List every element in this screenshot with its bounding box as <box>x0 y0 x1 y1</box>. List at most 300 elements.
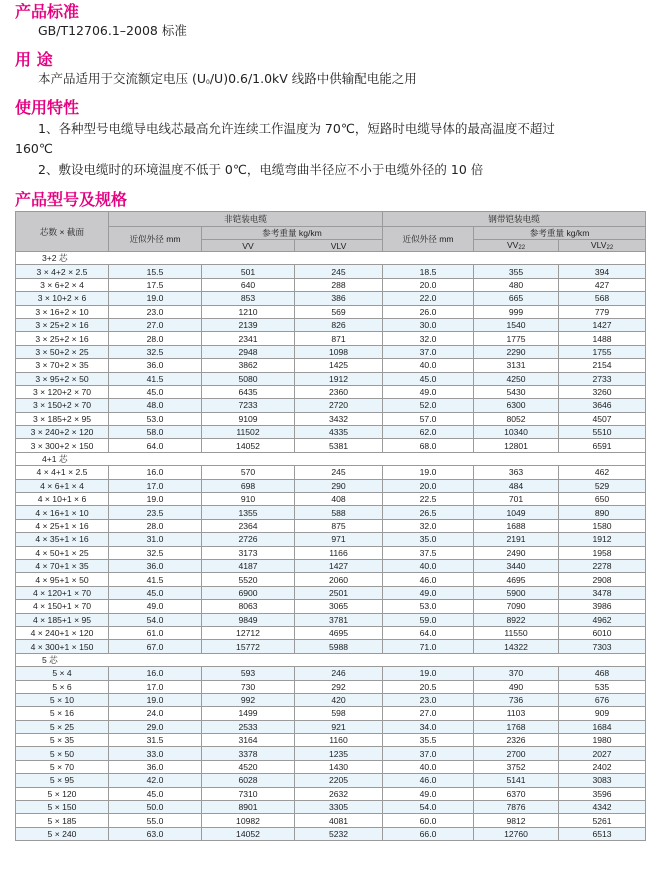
table-cell: 45.0 <box>109 586 202 599</box>
table-cell: 3646 <box>559 399 646 412</box>
table-cell: 2402 <box>559 760 646 773</box>
table-cell: 3131 <box>474 359 559 372</box>
table-cell: 2501 <box>295 586 383 599</box>
table-cell: 19.0 <box>383 667 474 680</box>
table-cell: 22.0 <box>383 292 474 305</box>
table-cell: 4 × 240+1 × 120 <box>16 626 109 639</box>
table-row <box>16 747 646 760</box>
table-cell: 49.0 <box>383 385 474 398</box>
table-row <box>16 760 646 773</box>
table-cell: 57.0 <box>383 412 474 425</box>
table-cell: 5 × 150 <box>16 801 109 814</box>
table-cell: 246 <box>295 667 383 680</box>
table-cell: 41.5 <box>109 372 202 385</box>
table-cell: 598 <box>295 707 383 720</box>
header-vlv22-sub: 22 <box>606 245 614 251</box>
table-cell: 736 <box>474 693 559 706</box>
table-cell: 4250 <box>474 372 559 385</box>
table-row <box>16 626 646 639</box>
table-row <box>16 814 646 827</box>
table-cell: 9109 <box>202 412 295 425</box>
table-row <box>16 466 646 479</box>
table-cell: 3432 <box>295 412 383 425</box>
table-cell: 5381 <box>295 439 383 452</box>
table-cell: 15.5 <box>109 265 202 278</box>
table-cell: 60.0 <box>383 814 474 827</box>
table-row <box>16 640 646 653</box>
table-cell: 28.0 <box>109 332 202 345</box>
table-cell: 730 <box>202 680 295 693</box>
table-cell: 17.5 <box>109 278 202 291</box>
table-cell: 698 <box>202 479 295 492</box>
table-cell: 35.0 <box>383 533 474 546</box>
table-cell: 480 <box>474 278 559 291</box>
table-cell: 890 <box>559 506 646 519</box>
table-cell: 36.0 <box>109 559 202 572</box>
table-row <box>16 774 646 787</box>
table-cell: 29.0 <box>109 720 202 733</box>
table-row <box>16 720 646 733</box>
table-cell: 3 × 300+2 × 150 <box>16 439 109 452</box>
table-row <box>16 707 646 720</box>
table-cell: 1430 <box>295 760 383 773</box>
table-cell: 4 × 120+1 × 70 <box>16 586 109 599</box>
header-od-unarmored: 近似外径 mm <box>109 227 202 252</box>
table-cell: 4 × 35+1 × 16 <box>16 533 109 546</box>
table-cell: 288 <box>295 278 383 291</box>
table-cell: 12712 <box>202 626 295 639</box>
table-cell: 3 × 185+2 × 95 <box>16 412 109 425</box>
table-cell: 5 × 16 <box>16 707 109 720</box>
table-cell: 5 × 6 <box>16 680 109 693</box>
usage-subscript: 0 <box>206 79 210 86</box>
table-cell: 4 × 300+1 × 150 <box>16 640 109 653</box>
table-cell: 2908 <box>559 573 646 586</box>
header-vlv22-label: VLV <box>590 240 607 250</box>
table-cell: 1684 <box>559 720 646 733</box>
table-cell: 3 × 10+2 × 6 <box>16 292 109 305</box>
table-cell: 49.0 <box>109 600 202 613</box>
table-cell: 40.0 <box>383 760 474 773</box>
table-cell: 7233 <box>202 399 295 412</box>
table-cell: 2360 <box>295 385 383 398</box>
table-cell: 5 × 50 <box>16 747 109 760</box>
table-cell: 5900 <box>474 586 559 599</box>
usage-text <box>38 70 417 92</box>
table-cell: 49.0 <box>383 586 474 599</box>
table-cell: 4962 <box>559 613 646 626</box>
table-cell: 7303 <box>559 640 646 653</box>
table-cell: 4 × 50+1 × 25 <box>16 546 109 559</box>
table-row <box>16 265 646 278</box>
header-unarmored: 非铠装电缆 <box>109 212 383 227</box>
table-cell: 48.0 <box>109 399 202 412</box>
table-cell: 3 × 95+2 × 50 <box>16 372 109 385</box>
table-cell: 8063 <box>202 600 295 613</box>
spec-table <box>15 211 646 841</box>
table-cell: 2154 <box>559 359 646 372</box>
table-cell: 2027 <box>559 747 646 760</box>
table-cell: 10982 <box>202 814 295 827</box>
table-cell: 6028 <box>202 774 295 787</box>
table-cell: 36.0 <box>109 359 202 372</box>
table-row <box>16 493 646 506</box>
section-title-features: 使用特性 <box>15 98 80 117</box>
table-cell: 370 <box>474 667 559 680</box>
table-cell: 676 <box>559 693 646 706</box>
table-row <box>16 305 646 318</box>
table-row <box>16 559 646 572</box>
header-weight-armored: 参考重量 kg/km <box>474 227 646 240</box>
table-cell: 4 × 150+1 × 70 <box>16 600 109 613</box>
table-cell: 8052 <box>474 412 559 425</box>
table-cell: 20.0 <box>383 278 474 291</box>
table-cell: 22.5 <box>383 493 474 506</box>
table-cell: 2060 <box>295 573 383 586</box>
table-cell: 19.0 <box>383 466 474 479</box>
table-row <box>16 600 646 613</box>
table-cell: 5 × 35 <box>16 734 109 747</box>
table-cell: 3862 <box>202 359 295 372</box>
table-cell: 32.5 <box>109 345 202 358</box>
table-cell: 5 × 95 <box>16 774 109 787</box>
table-row <box>16 318 646 331</box>
table-cell: 14052 <box>202 439 295 452</box>
table-cell: 640 <box>202 278 295 291</box>
table-cell: 2632 <box>295 787 383 800</box>
table-cell: 853 <box>202 292 295 305</box>
table-cell: 921 <box>295 720 383 733</box>
table-cell: 3 × 4+2 × 2.5 <box>16 265 109 278</box>
header-od-armored: 近似外径 mm <box>383 227 474 252</box>
table-cell: 570 <box>202 466 295 479</box>
header-vlv22 <box>559 240 646 252</box>
header-vv22 <box>474 240 559 252</box>
table-cell: 6435 <box>202 385 295 398</box>
table-cell: 19.0 <box>109 493 202 506</box>
header-vv: VV <box>202 240 295 252</box>
table-cell: 245 <box>295 265 383 278</box>
table-cell: 58.0 <box>109 426 202 439</box>
table-cell: 5 × 185 <box>16 814 109 827</box>
table-cell: 3065 <box>295 600 383 613</box>
table-cell: 588 <box>295 506 383 519</box>
table-cell: 8901 <box>202 801 295 814</box>
group-label: 3+2 芯 <box>16 252 646 265</box>
table-cell: 1499 <box>202 707 295 720</box>
table-cell: 4 × 10+1 × 6 <box>16 493 109 506</box>
table-cell: 3986 <box>559 600 646 613</box>
table-row <box>16 345 646 358</box>
table-cell: 32.5 <box>109 546 202 559</box>
table-cell: 3 × 240+2 × 120 <box>16 426 109 439</box>
table-cell: 4 × 16+1 × 10 <box>16 506 109 519</box>
table-cell: 3260 <box>559 385 646 398</box>
table-cell: 650 <box>559 493 646 506</box>
standard-text: GB/T12706.1–2008 标准 <box>38 23 187 38</box>
table-cell: 1688 <box>474 519 559 532</box>
table-cell: 3305 <box>295 801 383 814</box>
table-cell: 10340 <box>474 426 559 439</box>
group-row <box>16 452 646 465</box>
table-cell: 4187 <box>202 559 295 572</box>
table-cell: 71.0 <box>383 640 474 653</box>
table-cell: 49.0 <box>383 787 474 800</box>
table-cell: 5080 <box>202 372 295 385</box>
table-cell: 569 <box>295 305 383 318</box>
table-cell: 420 <box>295 693 383 706</box>
table-row <box>16 680 646 693</box>
table-cell: 4 × 25+1 × 16 <box>16 519 109 532</box>
table-cell: 290 <box>295 479 383 492</box>
table-row <box>16 519 646 532</box>
table-cell: 3 × 70+2 × 35 <box>16 359 109 372</box>
table-cell: 871 <box>295 332 383 345</box>
table-cell: 15772 <box>202 640 295 653</box>
table-row <box>16 439 646 452</box>
table-cell: 999 <box>474 305 559 318</box>
table-cell: 2290 <box>474 345 559 358</box>
table-cell: 5 × 25 <box>16 720 109 733</box>
table-cell: 4 × 185+1 × 95 <box>16 613 109 626</box>
table-row <box>16 613 646 626</box>
table-cell: 31.5 <box>109 734 202 747</box>
table-cell: 45.0 <box>109 385 202 398</box>
table-cell: 61.0 <box>109 626 202 639</box>
table-cell: 41.5 <box>109 573 202 586</box>
table-cell: 355 <box>474 265 559 278</box>
table-cell: 6370 <box>474 787 559 800</box>
table-cell: 12760 <box>474 827 559 840</box>
table-cell: 5988 <box>295 640 383 653</box>
table-cell: 62.0 <box>383 426 474 439</box>
table-cell: 3 × 25+2 × 16 <box>16 332 109 345</box>
table-cell: 2326 <box>474 734 559 747</box>
header-spec: 芯数 × 截面 <box>16 212 109 252</box>
table-cell: 33.0 <box>109 747 202 760</box>
table-cell: 3 × 150+2 × 70 <box>16 399 109 412</box>
table-cell: 23.0 <box>109 305 202 318</box>
table-cell: 1103 <box>474 707 559 720</box>
table-cell: 23.5 <box>109 506 202 519</box>
table-cell: 6591 <box>559 439 646 452</box>
header-vv22-label: VV <box>506 240 519 250</box>
usage-text-pre: 本产品适用于交流额定电压 (U <box>38 71 206 86</box>
table-cell: 37.5 <box>383 546 474 559</box>
table-cell: 2191 <box>474 533 559 546</box>
table-cell: 42.0 <box>109 774 202 787</box>
table-cell: 20.5 <box>383 680 474 693</box>
table-cell: 1166 <box>295 546 383 559</box>
table-row <box>16 278 646 291</box>
usage-text-post: /U)0.6/1.0kV 线路中供输配电能之用 <box>209 71 417 86</box>
table-row <box>16 533 646 546</box>
table-cell: 27.0 <box>383 707 474 720</box>
table-cell: 427 <box>559 278 646 291</box>
table-cell: 1049 <box>474 506 559 519</box>
table-cell: 17.0 <box>109 479 202 492</box>
section-title-standard: 产品标准 <box>15 2 80 21</box>
table-cell: 6010 <box>559 626 646 639</box>
table-cell: 7310 <box>202 787 295 800</box>
table-cell: 2490 <box>474 546 559 559</box>
table-cell: 1098 <box>295 345 383 358</box>
feature-line-1-cont: 160℃ <box>15 141 53 156</box>
table-cell: 53.0 <box>109 412 202 425</box>
table-cell: 55.0 <box>109 814 202 827</box>
table-cell: 2364 <box>202 519 295 532</box>
table-cell: 2533 <box>202 720 295 733</box>
table-row <box>16 787 646 800</box>
table-cell: 3 × 25+2 × 16 <box>16 318 109 331</box>
feature-line-2: 2、敷设电缆时的环境温度不低于 0℃，电缆弯曲半径应不小于电缆外径的 10 倍 <box>38 162 484 177</box>
table-row <box>16 586 646 599</box>
table-cell: 5 × 120 <box>16 787 109 800</box>
table-cell: 20.0 <box>383 479 474 492</box>
table-cell: 826 <box>295 318 383 331</box>
header-armored: 钢带铠装电缆 <box>383 212 646 227</box>
table-cell: 363 <box>474 466 559 479</box>
table-cell: 50.0 <box>109 801 202 814</box>
table-cell: 1755 <box>559 345 646 358</box>
table-cell: 4081 <box>295 814 383 827</box>
table-cell: 4 × 95+1 × 50 <box>16 573 109 586</box>
table-cell: 4520 <box>202 760 295 773</box>
table-cell: 52.0 <box>383 399 474 412</box>
table-cell: 665 <box>474 292 559 305</box>
table-cell: 779 <box>559 305 646 318</box>
table-cell: 19.0 <box>109 693 202 706</box>
table-cell: 37.0 <box>383 747 474 760</box>
table-cell: 468 <box>559 667 646 680</box>
table-cell: 462 <box>559 466 646 479</box>
table-cell: 910 <box>202 493 295 506</box>
table-cell: 34.0 <box>383 720 474 733</box>
table-cell: 2205 <box>295 774 383 787</box>
table-cell: 1775 <box>474 332 559 345</box>
table-cell: 27.0 <box>109 318 202 331</box>
table-cell: 1980 <box>559 734 646 747</box>
table-row <box>16 372 646 385</box>
table-cell: 3 × 50+2 × 25 <box>16 345 109 358</box>
section-title-spec: 产品型号及规格 <box>15 190 128 209</box>
table-cell: 7090 <box>474 600 559 613</box>
table-cell: 7876 <box>474 801 559 814</box>
table-cell: 4695 <box>474 573 559 586</box>
table-cell: 11550 <box>474 626 559 639</box>
table-cell: 568 <box>559 292 646 305</box>
table-cell: 26.0 <box>383 305 474 318</box>
table-cell: 5261 <box>559 814 646 827</box>
table-cell: 26.5 <box>383 506 474 519</box>
table-cell: 1540 <box>474 318 559 331</box>
table-cell: 23.0 <box>383 693 474 706</box>
table-cell: 3 × 6+2 × 4 <box>16 278 109 291</box>
spec-table-body <box>16 252 646 841</box>
table-cell: 5 × 10 <box>16 693 109 706</box>
table-cell: 5232 <box>295 827 383 840</box>
table-cell: 3781 <box>295 613 383 626</box>
table-cell: 68.0 <box>383 439 474 452</box>
table-cell: 3596 <box>559 787 646 800</box>
table-cell: 63.0 <box>109 827 202 840</box>
table-cell: 66.0 <box>383 827 474 840</box>
header-vlv: VLV <box>295 240 383 252</box>
table-cell: 3440 <box>474 559 559 572</box>
table-cell: 1768 <box>474 720 559 733</box>
table-cell: 31.0 <box>109 533 202 546</box>
table-cell: 5141 <box>474 774 559 787</box>
section-title-usage: 用 途 <box>15 50 53 69</box>
table-cell: 484 <box>474 479 559 492</box>
table-cell: 5520 <box>202 573 295 586</box>
table-cell: 2948 <box>202 345 295 358</box>
table-cell: 875 <box>295 519 383 532</box>
table-row <box>16 573 646 586</box>
table-cell: 64.0 <box>383 626 474 639</box>
table-cell: 9849 <box>202 613 295 626</box>
table-cell: 8922 <box>474 613 559 626</box>
table-cell: 394 <box>559 265 646 278</box>
table-cell: 30.0 <box>383 318 474 331</box>
table-cell: 32.0 <box>383 519 474 532</box>
table-cell: 1235 <box>295 747 383 760</box>
table-cell: 490 <box>474 680 559 693</box>
table-cell: 2726 <box>202 533 295 546</box>
table-cell: 4 × 6+1 × 4 <box>16 479 109 492</box>
table-cell: 64.0 <box>109 439 202 452</box>
table-cell: 12801 <box>474 439 559 452</box>
table-cell: 3083 <box>559 774 646 787</box>
table-cell: 2720 <box>295 399 383 412</box>
table-row <box>16 359 646 372</box>
table-row <box>16 506 646 519</box>
table-cell: 4335 <box>295 426 383 439</box>
table-cell: 17.0 <box>109 680 202 693</box>
table-cell: 535 <box>559 680 646 693</box>
table-cell: 36.0 <box>109 760 202 773</box>
table-cell: 408 <box>295 493 383 506</box>
table-row <box>16 399 646 412</box>
table-cell: 16.0 <box>109 466 202 479</box>
group-label: 5 芯 <box>16 653 646 666</box>
table-cell: 3 × 16+2 × 10 <box>16 305 109 318</box>
table-cell: 1427 <box>295 559 383 572</box>
table-cell: 11502 <box>202 426 295 439</box>
table-row <box>16 479 646 492</box>
group-label: 4+1 芯 <box>16 452 646 465</box>
table-cell: 6900 <box>202 586 295 599</box>
table-cell: 19.0 <box>109 292 202 305</box>
table-cell: 1355 <box>202 506 295 519</box>
table-row <box>16 827 646 840</box>
table-cell: 6300 <box>474 399 559 412</box>
table-cell: 45.0 <box>109 787 202 800</box>
table-cell: 1912 <box>559 533 646 546</box>
table-cell: 54.0 <box>109 613 202 626</box>
table-cell: 1488 <box>559 332 646 345</box>
table-cell: 53.0 <box>383 600 474 613</box>
table-cell: 292 <box>295 680 383 693</box>
table-cell: 6513 <box>559 827 646 840</box>
spec-table-header <box>16 212 646 252</box>
table-row <box>16 546 646 559</box>
table-cell: 40.0 <box>383 359 474 372</box>
table-cell: 67.0 <box>109 640 202 653</box>
table-cell: 32.0 <box>383 332 474 345</box>
table-cell: 45.0 <box>383 372 474 385</box>
table-row <box>16 693 646 706</box>
